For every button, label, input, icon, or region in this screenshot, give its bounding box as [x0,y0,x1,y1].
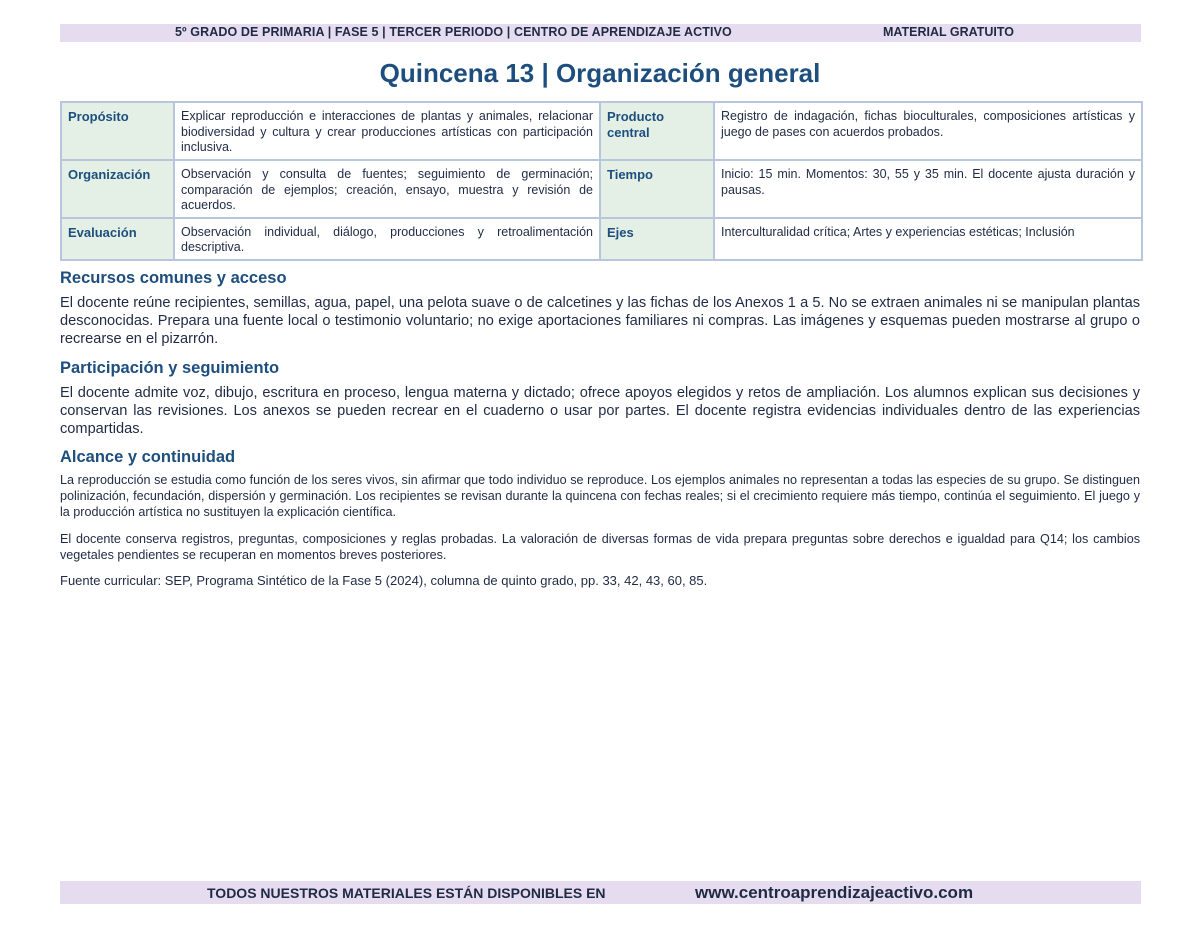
row-value: Inicio: 15 min. Momentos: 30, 55 y 35 min. El docente ajusta duración y pausas. [714,160,1142,218]
section-text-alcance-2: El docente conserva registros, preguntas, composiciones y reglas probadas. La valoración de diversas formas de vida prepara preguntas sobre derechos e igualdad para Q14; los cambios vegetales pendientes se recuperan en momentos breves posteriores. [60,532,1140,562]
row-value: Observación individual, diálogo, producciones y retroalimentación descriptiva. [174,218,600,260]
table-row [61,218,1142,260]
curriculum-source: Fuente curricular: SEP, Programa Sintético de la Fase 5 (2024), columna de quinto grado, pp. 33, 42, 43, 60, 85. [60,573,708,588]
organization-table [60,101,1143,261]
header-bar [60,24,1141,42]
section-text-participacion: El docente admite voz, dibujo, escritura en proceso, lengua materna y dictado; ofrece apoyos elegidos y retos de ampliación. Los alumnos explican sus decisiones y conservan las revisiones. Los anexos se pueden recrear en el cuaderno o usar por partes. El docente registra evidencias individuales dentro de las experiencias compartidas. [60,385,1140,437]
row-label: Evaluación [61,218,174,260]
row-label: Producto central [600,102,714,160]
row-value: Explicar reproducción e interacciones de plantas y animales, relacionar biodiversidad y cultura y crear producciones artísticas con participación inclusiva. [174,102,600,160]
row-value: Registro de indagación, fichas bioculturales, composiciones artísticas y juego de pases con acuerdos probados. [714,102,1142,160]
footer-url-link[interactable]: www.centroaprendizajeactivo.com [695,883,974,902]
row-label: Ejes [600,218,714,260]
section-heading-recursos: Recursos comunes y acceso [60,269,287,287]
table-row [61,160,1142,218]
section-heading-alcance: Alcance y continuidad [60,448,236,466]
table-row [61,102,1142,160]
section-heading-participacion: Participación y seguimiento [60,359,280,377]
section-text-recursos: El docente reúne recipientes, semillas, agua, papel, una pelota suave o de calcetines y las fichas de los Anexos 1 a 5. No se extraen animales ni se manipulan plantas desconocidas. Prepara una fuente local o testimonio voluntario; no exige aportaciones familiares ni compras. Las imágenes y esquemas pueden mostrarse al grupo o recrearse en el pizarrón. [60,295,1140,347]
row-value: Interculturalidad crítica; Artes y experiencias estéticas; Inclusión [714,218,1142,260]
header-info: 5º GRADO DE PRIMARIA | FASE 5 | TERCER PERIODO | CENTRO DE APRENDIZAJE ACTIVO [175,25,732,39]
page-title: Quincena 13 | Organización general [379,58,821,88]
row-label: Propósito [61,102,174,160]
header-tag: MATERIAL GRATUITO [883,25,1015,39]
footer-bar [60,881,1141,904]
row-value: Observación y consulta de fuentes; seguimiento de germinación; comparación de ejemplos; creación, ensayo, muestra y revisión de acuerdos. [174,160,600,218]
row-label: Tiempo [600,160,714,218]
section-text-alcance-1: La reproducción se estudia como función de los seres vivos, sin afirmar que todo individuo se reproduce. Los ejemplos animales no representan a todas las especies de su grupo. Se distinguen polinización, fecundación, dispersión y germinación. Los recipientes se revisan durante la quincena con fechas reales; si el crecimiento requiere más tiempo, continúa el seguimiento. El juego y la producción artística no sustituyen la explicación científica. [60,473,1140,519]
footer-text: TODOS NUESTROS MATERIALES ESTÁN DISPONIBLES EN [207,885,606,901]
row-label: Organización [61,160,174,218]
